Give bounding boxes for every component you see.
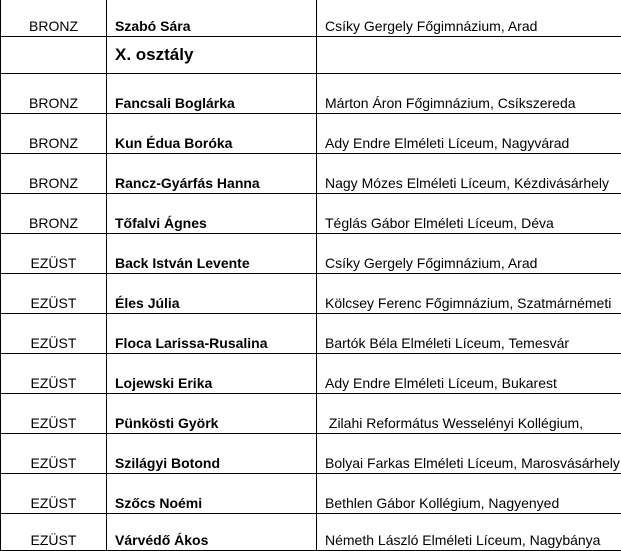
student-name-cell: Rancz-Gyárfás Hanna <box>107 154 317 194</box>
table-row <box>1 514 621 551</box>
award-cell: BRONZ <box>1 114 107 154</box>
student-name-cell: Szabó Sára <box>107 0 317 37</box>
student-name-cell: Szőcs Noémi <box>107 474 317 514</box>
award-cell: EZÜST <box>1 354 107 394</box>
school-cell: Zilahi Református Wesselényi Kollégium, <box>317 394 621 434</box>
table-row <box>1 314 621 354</box>
award-cell: BRONZ <box>1 154 107 194</box>
student-name-cell: Back István Levente <box>107 234 317 274</box>
table-row <box>1 234 621 274</box>
school-cell: Kölcsey Ferenc Főgimnázium, Szatmárnémeti <box>317 274 621 314</box>
school-cell: Ady Endre Elméleti Líceum, Bukarest <box>317 354 621 394</box>
table-row <box>1 74 621 114</box>
school-cell: Téglás Gábor Elméleti Líceum, Déva <box>317 194 621 234</box>
school-cell: Bolyai Farkas Elméleti Líceum, Marosvásárhely <box>317 434 621 474</box>
table-row <box>1 394 621 434</box>
section-empty-cell <box>1 37 107 74</box>
award-cell: EZÜST <box>1 234 107 274</box>
school-cell: Bartók Béla Elméleti Líceum, Temesvár <box>317 314 621 354</box>
table-row <box>1 114 621 154</box>
table-row <box>1 154 621 194</box>
award-cell: EZÜST <box>1 514 107 551</box>
table-row <box>1 194 621 234</box>
student-name-cell: Várvédő Ákos <box>107 514 317 551</box>
school-cell: Ady Endre Elméleti Líceum, Nagyvárad <box>317 114 621 154</box>
award-cell: BRONZ <box>1 74 107 114</box>
school-cell: Németh László Elméleti Líceum, Nagybánya <box>317 514 621 551</box>
student-name-cell: Lojewski Erika <box>107 354 317 394</box>
student-name-cell: Pünkösti Györk <box>107 394 317 434</box>
table-row <box>1 434 621 474</box>
award-cell: EZÜST <box>1 434 107 474</box>
student-name-cell: Floca Larissa-Rusalina <box>107 314 317 354</box>
table-row <box>1 354 621 394</box>
student-name-cell: Kun Édua Boróka <box>107 114 317 154</box>
award-cell: EZÜST <box>1 314 107 354</box>
school-cell: Csíky Gergely Főgimnázium, Arad <box>317 234 621 274</box>
award-cell: EZÜST <box>1 474 107 514</box>
award-cell: BRONZ <box>1 0 107 37</box>
table-row <box>1 0 621 37</box>
award-cell: EZÜST <box>1 394 107 434</box>
award-cell: EZÜST <box>1 274 107 314</box>
results-table-body <box>1 0 621 551</box>
student-name-cell: Szilágyi Botond <box>107 434 317 474</box>
section-title: X. osztály <box>107 37 317 74</box>
student-name-cell: Tőfalvi Ágnes <box>107 194 317 234</box>
school-cell: Csíky Gergely Főgimnázium, Arad <box>317 0 621 37</box>
school-cell: Nagy Mózes Elméleti Líceum, Kézdivásárhely <box>317 154 621 194</box>
section-header-row <box>1 37 621 74</box>
table-row <box>1 474 621 514</box>
table-row <box>1 274 621 314</box>
student-name-cell: Éles Júlia <box>107 274 317 314</box>
award-cell: BRONZ <box>1 194 107 234</box>
school-cell: Bethlen Gábor Kollégium, Nagyenyed <box>317 474 621 514</box>
student-name-cell: Fancsali Boglárka <box>107 74 317 114</box>
section-empty-cell <box>317 37 621 74</box>
school-cell: Márton Áron Főgimnázium, Csíkszereda <box>317 74 621 114</box>
